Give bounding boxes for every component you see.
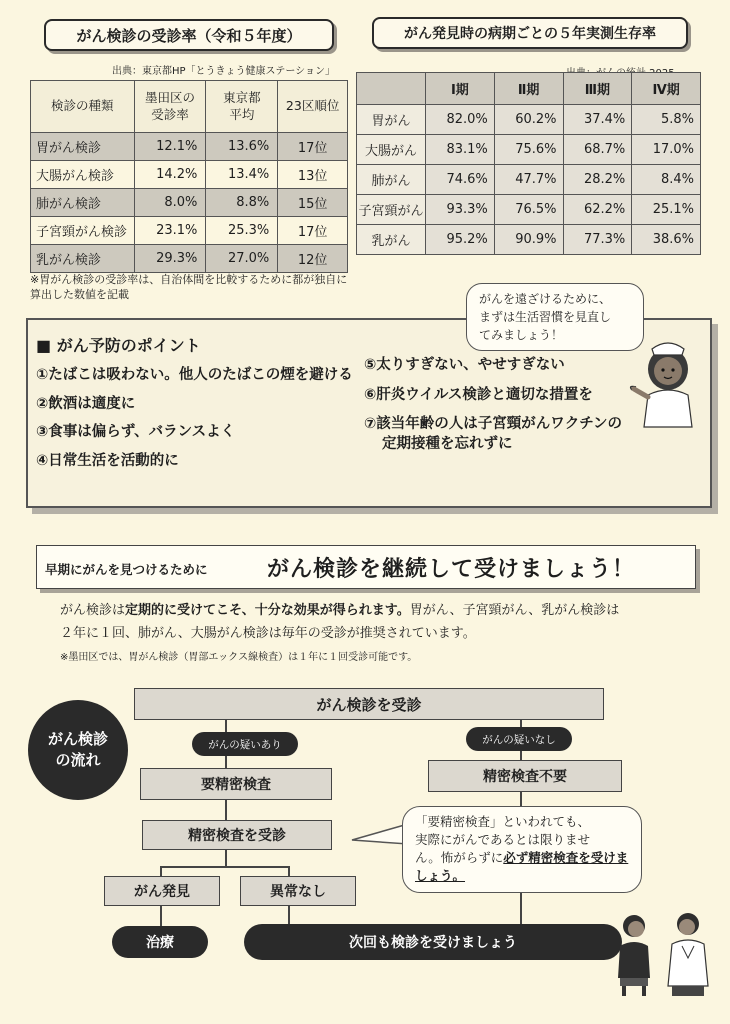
treatment-box: 治療 xyxy=(112,926,208,958)
bubble-underlined-text: 必ず精密検査を受けましょう。 xyxy=(415,850,629,884)
body-text: 胃がん、子宮頸がん、乳がん検診は xyxy=(409,603,620,618)
cell: 17.0% xyxy=(632,135,701,165)
screening-note: ※胃がん検診の受診率は、自治体間を比較するために都が独自に算出した数値を記載 xyxy=(30,273,348,302)
col-header: Ⅲ期 xyxy=(563,73,632,105)
cell: 23.1% xyxy=(134,217,206,245)
cell: 68.7% xyxy=(563,135,632,165)
screening-title: がん検診の受診率（令和５年度） xyxy=(44,19,334,51)
table-row xyxy=(357,225,701,255)
cell: 15位 xyxy=(278,189,348,217)
cell: 95.2% xyxy=(426,225,495,255)
cell: 47.7% xyxy=(494,165,563,195)
no-abnormality-box: 異常なし xyxy=(240,876,356,906)
no-exam-box: 精密検査不要 xyxy=(428,760,622,792)
prevention-points-left xyxy=(36,366,356,471)
flow-label-circle xyxy=(28,700,128,800)
continue-banner xyxy=(36,545,696,589)
bubble-text: ん。怖がらずに xyxy=(415,850,504,866)
cell: 14.2% xyxy=(134,161,206,189)
cell: 93.3% xyxy=(426,195,495,225)
connector-line xyxy=(160,866,162,876)
prevention-point: ④日常生活を活動的に xyxy=(36,452,179,469)
bubble-line: まずは生活習慣を見直し xyxy=(479,310,612,324)
table-row xyxy=(31,245,348,273)
table-header-row xyxy=(31,81,348,133)
prevention-point: ③食事は偏らず、バランスよく xyxy=(36,424,236,441)
circle-line: がん検診 xyxy=(47,730,108,748)
prevention-point: ①たばこは吸わない。他人のたばこの煙を避ける xyxy=(36,367,353,383)
cell: 25.3% xyxy=(206,217,278,245)
suspect-yes-label: がんの疑いあり xyxy=(192,732,298,756)
cell: 8.0% xyxy=(134,189,206,217)
cell: 17位 xyxy=(278,133,348,161)
cell: 8.4% xyxy=(632,165,701,195)
prevention-points-right xyxy=(364,356,654,454)
cell: 大腸がん検診 xyxy=(31,161,135,189)
cell: 乳がん xyxy=(357,225,426,255)
take-exam-box: 精密検査を受診 xyxy=(142,820,332,850)
table-row xyxy=(357,105,701,135)
need-exam-box: 要精密検査 xyxy=(140,768,332,800)
bubble-line: がんを遠ざけるために、 xyxy=(479,292,612,306)
cell: 5.8% xyxy=(632,105,701,135)
cell: 乳がん検診 xyxy=(31,245,135,273)
next-time-box: 次回も検診を受けましょう xyxy=(244,924,622,960)
screening-source: 出典：東京都HP「とうきょう健康ステーション」 xyxy=(112,66,335,77)
cell: 62.2% xyxy=(563,195,632,225)
cell: 83.1% xyxy=(426,135,495,165)
cell: 子宮頸がん検診 xyxy=(31,217,135,245)
col-header xyxy=(357,73,426,105)
table-row xyxy=(31,217,348,245)
col-header: Ⅰ期 xyxy=(426,73,495,105)
cell: 75.6% xyxy=(494,135,563,165)
screening-rate-table xyxy=(30,80,348,273)
cell: 13位 xyxy=(278,161,348,189)
connector-line xyxy=(160,906,162,926)
body-text: がん検診は xyxy=(60,603,126,618)
connector-line xyxy=(160,866,290,868)
cell: 13.6% xyxy=(206,133,278,161)
cell: 60.2% xyxy=(494,105,563,135)
cell: 17位 xyxy=(278,217,348,245)
prevention-point: 定期接種を忘れずに xyxy=(382,435,513,452)
cell: 37.4% xyxy=(563,105,632,135)
cell: 38.6% xyxy=(632,225,701,255)
nurse-illustration xyxy=(626,335,708,431)
table-header-row xyxy=(357,73,701,105)
connector-line xyxy=(225,850,227,866)
cell: 大腸がん xyxy=(357,135,426,165)
prevention-point: ②飲酒は適度に xyxy=(36,395,136,412)
table-row xyxy=(31,189,348,217)
banner-small-text: 早期にがんを見つけるために xyxy=(45,562,208,577)
connector-line xyxy=(288,906,290,926)
connector-line xyxy=(225,800,227,820)
col-header: Ⅱ期 xyxy=(494,73,563,105)
cell: 82.0% xyxy=(426,105,495,135)
bubble-line: 実際にがんであるとは限りませ xyxy=(415,832,591,848)
cell: 13.4% xyxy=(206,161,278,189)
advice-bubble xyxy=(466,283,644,351)
cell: 29.3% xyxy=(134,245,206,273)
cell: 12位 xyxy=(278,245,348,273)
continue-body-line: ２年に１回、肺がん、大腸がん検診は毎年の受診が推奨されています。 xyxy=(60,625,476,641)
table-row xyxy=(31,133,348,161)
col-header: 墨田区の 受診率 xyxy=(134,81,206,133)
cell: 28.2% xyxy=(563,165,632,195)
doctor-patient-illustration xyxy=(612,906,716,998)
col-header: 東京都 平均 xyxy=(206,81,278,133)
table-row xyxy=(357,195,701,225)
continue-body xyxy=(60,600,700,646)
circle-line: の流れ xyxy=(55,751,101,769)
bubble-line xyxy=(415,849,629,885)
cell: 90.9% xyxy=(494,225,563,255)
survival-table xyxy=(356,72,701,255)
cell: 27.0% xyxy=(206,245,278,273)
cell: 8.8% xyxy=(206,189,278,217)
survival-title: がん発見時の病期ごとの５年実測生存率 xyxy=(372,17,688,49)
prevention-title: ■ がん予防のポイント xyxy=(36,336,201,355)
cell: 77.3% xyxy=(563,225,632,255)
table-row xyxy=(357,165,701,195)
prevention-point: ⑥肝炎ウイルス検診と適切な措置を xyxy=(364,386,593,403)
cell: 肺がん検診 xyxy=(31,189,135,217)
table-row xyxy=(31,161,348,189)
cell: 25.1% xyxy=(632,195,701,225)
cell: 子宮頸がん xyxy=(357,195,426,225)
bubble-line: 「要精密検査」といわれても、 xyxy=(415,814,591,829)
prevention-point: ⑤太りすぎない、やせすぎない xyxy=(364,357,565,373)
cell: 肺がん xyxy=(357,165,426,195)
bubble-line: てみましょう！ xyxy=(479,328,564,342)
flow-start-box: がん検診を受診 xyxy=(134,688,604,720)
banner-large-text: がん検診を継続して受けましょう！ xyxy=(267,557,636,582)
table-row xyxy=(357,135,701,165)
col-header: 検診の種類 xyxy=(31,81,135,133)
bubble-tail xyxy=(350,818,410,848)
cell: 12.1% xyxy=(134,133,206,161)
col-header: Ⅳ期 xyxy=(632,73,701,105)
cell: 76.5% xyxy=(494,195,563,225)
continue-body-line xyxy=(60,600,700,623)
flow-advice-bubble xyxy=(402,806,642,893)
cell: 74.6% xyxy=(426,165,495,195)
body-bold-text: 定期的に受けてこそ、十分な効果が得られます。 xyxy=(125,603,410,618)
cancer-found-box: がん発見 xyxy=(104,876,220,906)
col-header: 23区順位 xyxy=(278,81,348,133)
cell: 胃がん検診 xyxy=(31,133,135,161)
connector-line xyxy=(288,866,290,876)
cell: 胃がん xyxy=(357,105,426,135)
continue-note: ※墨田区では、胃がん検診（胃部エックス線検査）は１年に１回受診可能です。 xyxy=(60,652,418,663)
prevention-point: ⑦該当年齢の人は子宮頸がんワクチンの xyxy=(364,416,623,433)
suspect-no-label: がんの疑いなし xyxy=(466,727,572,751)
